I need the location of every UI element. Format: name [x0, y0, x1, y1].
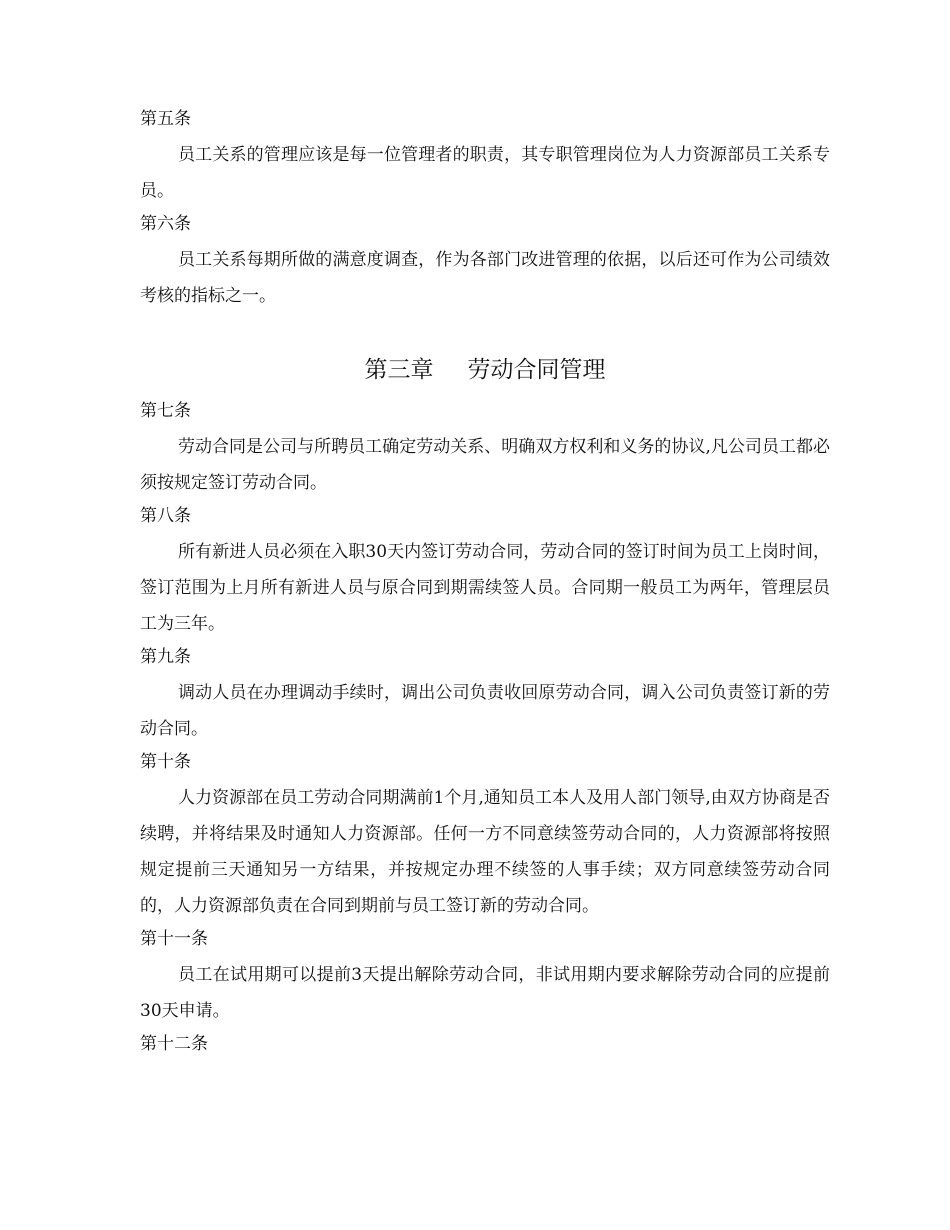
article-paragraph: 员工在试用期可以提前3天提出解除劳动合同，非试用期内要求解除劳动合同的应提前30天申请。	[140, 965, 830, 1021]
article-paragraph: 员工关系的管理应该是每一位管理者的职责，其专职管理岗位为人力资源部员工关系专员。	[140, 145, 831, 201]
article-heading: 第五条	[140, 109, 191, 129]
article-paragraph: 调动人员在办理调动手续时，调出公司负责收回原劳动合同，调入公司负责签订新的劳动合同。	[140, 683, 831, 739]
article-heading: 第十二条	[140, 1034, 208, 1054]
article-heading: 第七条	[140, 401, 191, 421]
chapter-title	[140, 354, 830, 386]
article-10	[140, 751, 830, 928]
article-paragraph: 劳动合同是公司与所聘员工确定劳动关系、明确双方权利和义务的协议,凡公司员工都必须按规定签订劳动合同。	[140, 437, 830, 493]
article-heading: 第八条	[140, 506, 191, 526]
article-heading: 第六条	[140, 214, 191, 234]
article-6	[140, 213, 830, 318]
article-heading: 第十一条	[140, 929, 208, 949]
chapter-number: 第三章	[364, 357, 434, 383]
article-paragraph: 人力资源部在员工劳动合同期满前1个月,通知员工本人及用人部门领导,由双方协商是否续聘，并将结果及时通知人力资源部。任何一方不同意续签劳动合同的，人力资源部将按照规定提前三天通知另一方结果，并按规定办理不续签的人事手续；双方同意续签劳动合同的，人力资源部负责在合同到期前与员工签订新的劳动合同。	[140, 788, 831, 916]
article-paragraph: 所有新进人员必须在入职30天内签订劳动合同，劳动合同的签订时间为员工上岗时间，签订范围为上月所有新进人员与原合同到期需续签人员。合同期一般员工为两年，管理层员工为三年。	[140, 542, 831, 634]
article-12	[140, 1033, 830, 1055]
chapter-name: 劳动合同管理	[467, 357, 606, 383]
document-page	[140, 108, 830, 1066]
article-paragraph: 员工关系每期所做的满意度调查，作为各部门改进管理的依据，以后还可作为公司绩效考核的指标之一。	[140, 250, 831, 306]
article-heading: 第九条	[140, 647, 191, 667]
article-heading: 第十条	[140, 752, 191, 772]
article-8	[140, 505, 830, 646]
article-5	[140, 108, 830, 213]
article-9	[140, 646, 830, 751]
article-7	[140, 400, 830, 505]
article-11	[140, 928, 830, 1033]
